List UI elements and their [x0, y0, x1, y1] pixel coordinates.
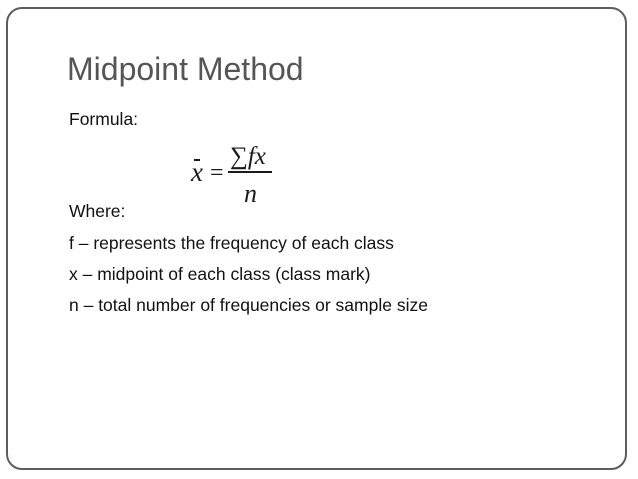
formula-xbar: x — [191, 157, 203, 187]
definition-n: n – total number of frequencies or sample size — [69, 295, 428, 315]
formula-label: Formula: — [69, 109, 139, 129]
definition-x: x – midpoint of each class (class mark) — [69, 264, 371, 284]
mean-formula — [176, 135, 286, 210]
definition-f: f – represents the frequency of each class — [69, 233, 394, 253]
formula-equals: = — [210, 160, 224, 186]
formula-denominator: n — [244, 179, 257, 208]
where-label: Where: — [69, 201, 126, 221]
slide-title: Midpoint Method — [67, 51, 304, 87]
formula-numerator: ∑fx — [230, 143, 266, 170]
